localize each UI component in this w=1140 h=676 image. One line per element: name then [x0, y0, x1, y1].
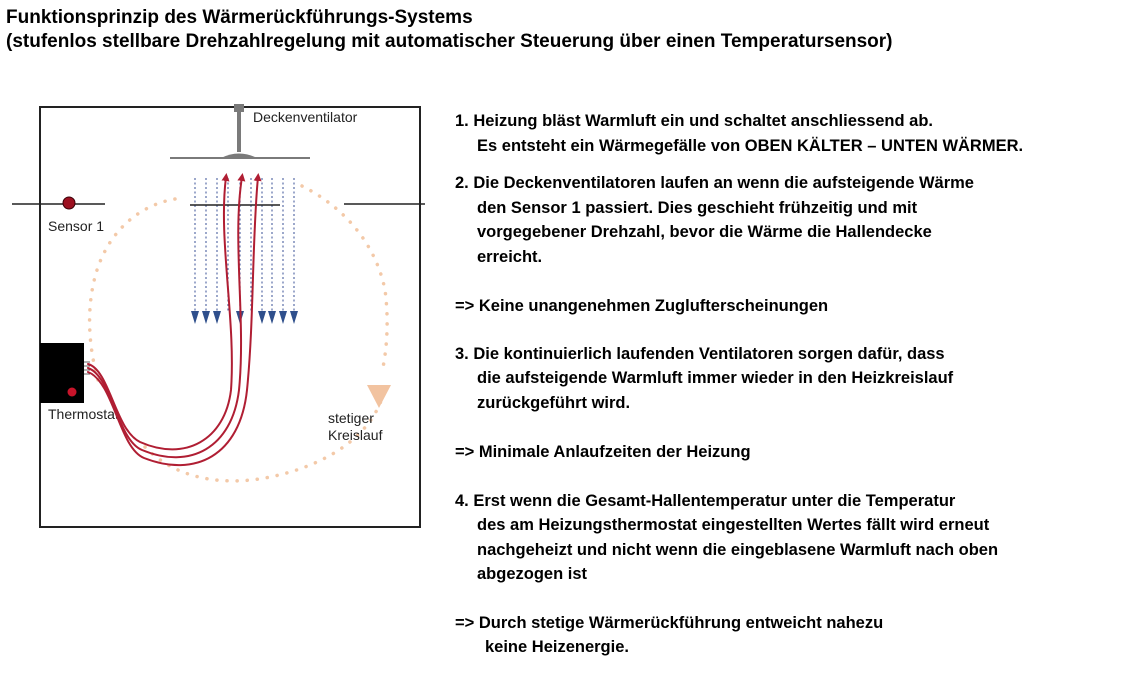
- step-3-line-3: zurückgeführt wird.: [477, 393, 631, 412]
- step-2-line-3: vorgegebener Drehzahl, bevor die Wärme die Hallendecke: [477, 223, 932, 241]
- result-3-line-1: => Durch stetige Wärmerückführung entweicht nahezu: [455, 613, 884, 632]
- thermostat-dot: [68, 388, 77, 397]
- step-3: [455, 342, 1135, 416]
- cycle-arrow-icon: [367, 385, 391, 408]
- step-1-line-2: Es entsteht ein Wärmegefälle von OBEN KÄLTER – UNTEN WÄRMER.: [477, 136, 1024, 155]
- downdraft-arrow-heads: [191, 311, 298, 324]
- step-3-line-2: die aufsteigende Warmluft immer wieder in den Heizkreislauf: [477, 369, 954, 387]
- heat-recovery-diagram: [0, 0, 445, 540]
- sensor-label: Sensor 1: [48, 218, 105, 234]
- heater-unit: [40, 343, 84, 403]
- step-4-line-4: abgezogen ist: [477, 565, 588, 583]
- step-4-line-2: des am Heizungsthermostat eingestellten Wertes fällt wird erneut: [477, 516, 990, 534]
- result-3-line-2: keine Heizenergie.: [485, 638, 629, 656]
- cycle-label-2: Kreislauf: [328, 427, 383, 443]
- step-3-line-1: 3. Die kontinuierlich laufenden Ventilatoren sorgen dafür, dass: [455, 344, 945, 363]
- step-2-line-2: den Sensor 1 passiert. Dies geschieht frühzeitig und mit: [477, 198, 918, 217]
- thermostat-label: Thermostat: [48, 406, 119, 422]
- title-line-2: (stufenlos stellbare Drehzahlregelung mit automatischer Steuerung über einen Temperatursensor): [6, 31, 893, 52]
- step-4-line-1: 4. Erst wenn die Gesamt-Hallentemperatur unter die Temperatur: [455, 491, 956, 510]
- result-3: [455, 611, 1135, 660]
- result-1-line-1: => Keine unangenehmen Zuglufterscheinungen: [455, 297, 829, 315]
- sensor-dot: [63, 197, 75, 209]
- downdraft-arrows: [195, 178, 294, 312]
- fan-label: Deckenventilator: [253, 109, 358, 125]
- step-2-line-1: 2. Die Deckenventilatoren laufen an wenn die aufsteigende Wärme: [455, 174, 974, 192]
- result-2-line-1: => Minimale Anlaufzeiten der Heizung: [455, 443, 751, 461]
- step-4: [455, 489, 1135, 587]
- title-line-1: Funktionsprinzip des Wärmerückführungs-Systems: [6, 7, 473, 28]
- result-2: [455, 440, 1135, 465]
- result-1: [455, 294, 1135, 319]
- step-2-line-4: erreicht.: [477, 247, 543, 266]
- cycle-label-1: stetiger: [328, 410, 374, 426]
- step-2: [455, 171, 1135, 269]
- step-4-line-3: nachgeheizt und nicht wenn die eingeblasene Warmluft nach oben: [477, 540, 999, 559]
- step-1: [455, 109, 1135, 158]
- step-1-line-1: 1. Heizung bläst Warmluft ein und schaltet anschliessend ab.: [455, 112, 933, 130]
- explanation-list: [455, 109, 1135, 660]
